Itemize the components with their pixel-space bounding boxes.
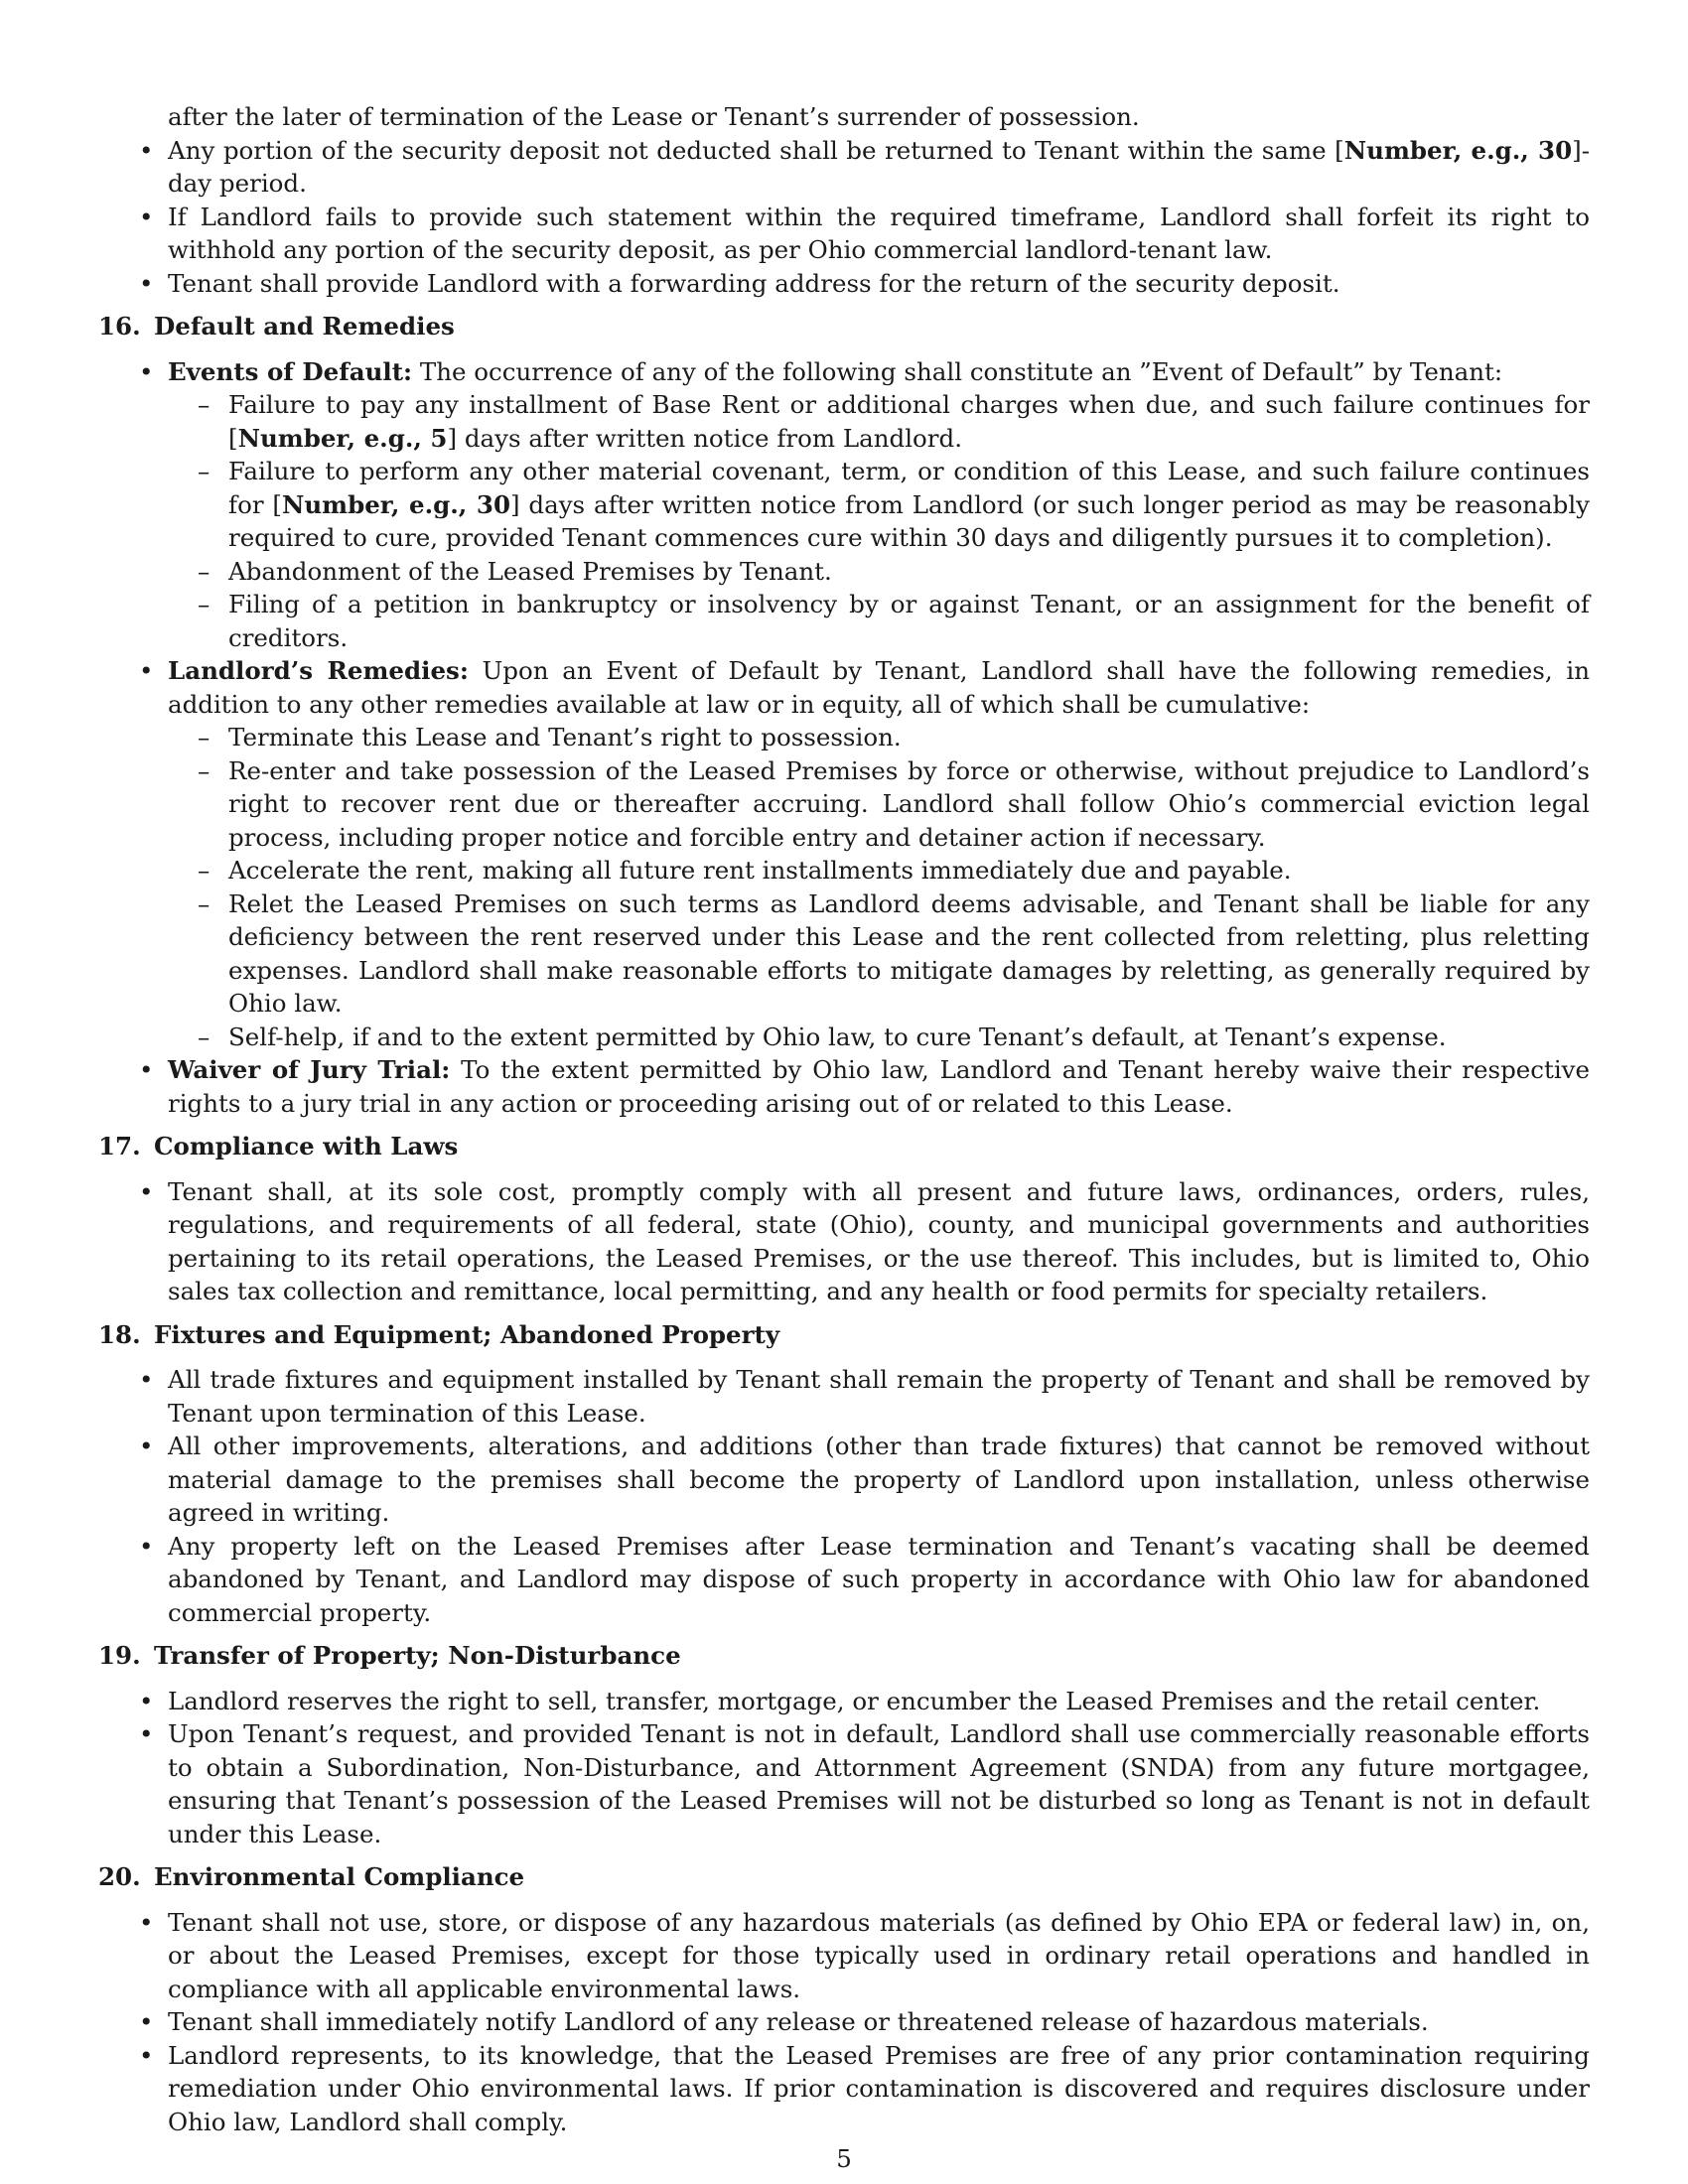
list-item: • All trade fixtures and equipment installed by Tenant shall remain the property of Tenant and shall be removed by Tenant upon termination of this Lease. (98, 1363, 1590, 1430)
list-item: • Upon Tenant’s request, and provided Tenant is not in default, Landlord shall use commercially reasonable efforts to obtain a Subordination, Non-Disturbance, and Attornment Agreement (SNDA) from any future mortgagee, ensuring that Tenant’s possession of the Leased Premises will not be disturbed so long as Tenant is not in default under this Lease. (98, 1717, 1590, 1850)
default-remedies-list (98, 355, 1590, 1121)
page-number: 5 (836, 2144, 852, 2173)
list-item: • Any property left on the Leased Premises after Lease termination and Tenant’s vacating shall be deemed abandoned by Tenant, and Landlord may dispose of such property in accordance with Ohio law for abandoned commercial property. (98, 1530, 1590, 1630)
list-item: • All other improvements, alterations, and additions (other than trade fixtures) that cannot be removed without material damage to the premises shall become the property of Landlord upon installation, unless otherwise agreed in writing. (98, 1430, 1590, 1530)
compliance-list (98, 1175, 1590, 1308)
list-item: • Events of Default: The occurrence of any of the following shall constitute an ”Event of Default” by Tenant: (98, 355, 1590, 389)
fixtures-list (98, 1363, 1590, 1629)
list-item: • Tenant shall provide Landlord with a forwarding address for the return of the security deposit. (98, 267, 1590, 301)
sub-list-item: – Self-help, if and to the extent permitted by Ohio law, to cure Tenant’s default, at Tenant’s expense. (98, 1021, 1590, 1054)
sub-list-item: – Terminate this Lease and Tenant’s right to possession. (98, 721, 1590, 754)
list-item: • Landlord represents, to its knowledge, that the Leased Premises are free of any prior contamination requiring remediation under Ohio environmental laws. If prior contamination is discovered and requires disclosure under Ohio law, Landlord shall comply. (98, 2039, 1590, 2139)
transfer-list (98, 1685, 1590, 1851)
security-deposit-list (98, 134, 1590, 301)
continuation-text: after the later of termination of the Lease or Tenant’s surrender of possession. (168, 102, 1140, 131)
section-heading-18: 18. Fixtures and Equipment; Abandoned Property (98, 1319, 780, 1349)
section-heading-17: 17. Compliance with Laws (98, 1132, 459, 1160)
list-item: • If Landlord fails to provide such statement within the required timeframe, Landlord shall forfeit its right to withhold any portion of the security deposit, as per Ohio commercial landlord-tenant law. (98, 201, 1590, 267)
environmental-list (98, 1906, 1590, 2139)
sub-list-item: – Failure to perform any other material covenant, term, or condition of this Lease, and such failure continues for [Number, e.g., 30] days after written notice from Landlord (or such longer period as may be reasonably required to cure, provided Tenant commences cure within 30 days and diligently pursues it to completion). (98, 455, 1590, 555)
sub-list-item: – Filing of a petition in bankruptcy or insolvency by or against Tenant, or an assignment for the benefit of creditors. (98, 588, 1590, 654)
section-heading-20: 20. Environmental Compliance (98, 1862, 525, 1891)
section-heading-16: 16. Default and Remedies (98, 312, 455, 341)
list-item: • Waiver of Jury Trial: To the extent permitted by Ohio law, Landlord and Tenant hereby waive their respective rights to a jury trial in any action or proceeding arising out of or related to this Lease. (98, 1053, 1590, 1120)
sub-list-item: – Re-enter and take possession of the Leased Premises by force or otherwise, without prejudice to Landlord’s right to recover rent due or thereafter accruing. Landlord shall follow Ohio’s commercial eviction legal process, including proper notice and forcible entry and detainer action if necessary. (98, 754, 1590, 855)
document-page (98, 100, 1590, 2138)
sub-list-item: – Relet the Leased Premises on such terms as Landlord deems advisable, and Tenant shall be liable for any deficiency between the rent reserved under this Lease and the rent collected from reletting, plus reletting expenses. Landlord shall make reasonable efforts to mitigate damages by reletting, as generally required by Ohio law. (98, 887, 1590, 1021)
list-item: • Tenant shall immediately notify Landlord of any release or threatened release of hazardous materials. (98, 2005, 1590, 2039)
list-item: • Tenant shall not use, store, or dispose of any hazardous materials (as defined by Ohio EPA or federal law) in, on, or about the Leased Premises, except for those typically used in ordinary retail operations and handled in compliance with all applicable environmental laws. (98, 1906, 1590, 2006)
list-item: • Landlord reserves the right to sell, transfer, mortgage, or encumber the Leased Premises and the retail center. (98, 1685, 1590, 1718)
list-item: • Any portion of the security deposit not deducted shall be returned to Tenant within the same [Number, e.g., 30]-day period. (98, 134, 1590, 201)
sub-list-item: – Failure to pay any installment of Base Rent or additional charges when due, and such failure continues for [Number, e.g., 5] days after written notice from Landlord. (98, 388, 1590, 455)
list-item: • Landlord’s Remedies: Upon an Event of Default by Tenant, Landlord shall have the following remedies, in addition to any other remedies available at law or in equity, all of which shall be cumulative: (98, 654, 1590, 721)
section-heading-19: 19. Transfer of Property; Non-Disturbance (98, 1641, 681, 1670)
sub-list-item: – Accelerate the rent, making all future rent installments immediately due and payable. (98, 854, 1590, 887)
sub-list-item: – Abandonment of the Leased Premises by Tenant. (98, 555, 1590, 589)
list-item: • Tenant shall, at its sole cost, promptly comply with all present and future laws, ordinances, orders, rules, regulations, and requirements of all federal, state (Ohio), county, and municipal governments and authorities pertaining to its retail operations, the Leased Premises, or the use thereof. This includes, but is limited to, Ohio sales tax collection and remittance, local permitting, and any health or food permits for specialty retailers. (98, 1175, 1590, 1308)
